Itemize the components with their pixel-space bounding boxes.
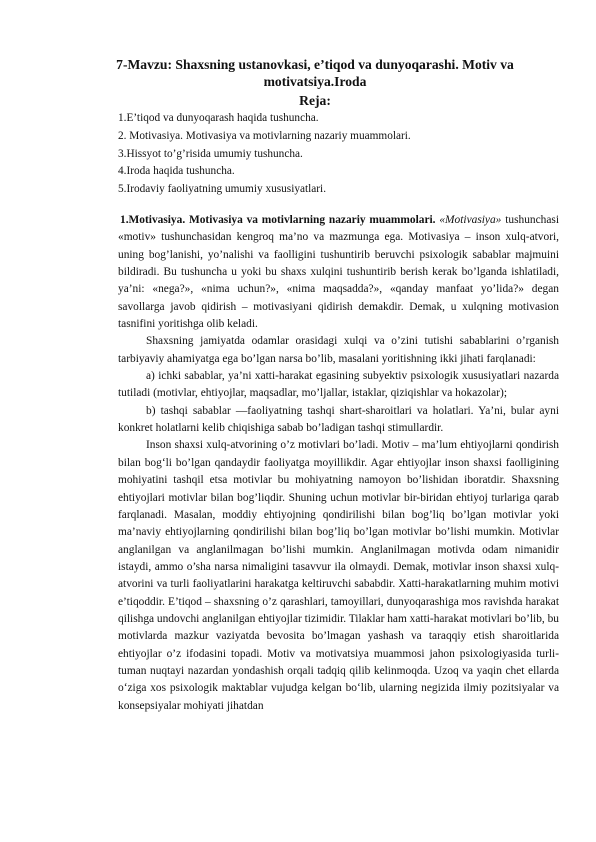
paragraph: Shaxsning jamiyatda odamlar orasidagi xulqi va o’zini tutishi sabablarini o’rganish tarbiyaviy ahamiyatga ega bo’lgan narsa bo’lib, masalani yoritishning ikki jihati farqlanadi: — [118, 335, 559, 365]
paragraph-text: tushunchasi «motiv» tushunchasidan kengroq ma’no va mazmunga ega. Motivasiya – inson xulq-atvori, uning bog’lanishi, yo’nalishi va faolligini tushuntirib beruvchi psixologik sabablar majmuini bildiradi. Bu tushuncha u yoki bu shaxs xulqini tushuntirib berish kerak bo’lganda ishlatiladi, ya’ni: «nega?», «nima uchun?», «nima maqsadda?», «qanday manfaat yo’lida?» degan savollarga javob qidirish – motivasiyani qidirish demakdir. Demak, u xulqning motivasion tasnifini yoritishga olib keladi. — [118, 214, 559, 331]
title-line-2: motivatsiya.Iroda — [263, 74, 367, 89]
plan-item: 3.Hissyot to’g’risida umumiy tushuncha. — [118, 147, 303, 160]
document-body — [118, 212, 559, 715]
plan-list — [118, 110, 411, 199]
section-heading: 1.Motivasiya. Motivasiya va motivlarning nazariy muammolari. — [120, 214, 436, 226]
paragraph-intro — [118, 212, 559, 333]
plan-item: 2. Motivasiya. Motivasiya va motivlarning nazariy muammolari. — [118, 129, 411, 142]
plan-item: 4.Iroda haqida tushuncha. — [118, 165, 235, 178]
paragraph: Inson shaxsi xulq-atvorining o’z motivlari bo’ladi. Motiv – ma’lum ehtiyojlarni qondirish bilan bog‘li bo’lgan qandaydir faoliyatga moyillikdir. Agar ehtiyojlar inson shaxsi faolligining mohiyatini tashqil etsa motivlar bu mohiyatning namoyon bo’lishidan iboratdir. Shaxsning ehtiyojlari motivlar bilan bog’liqdir. Shuning uchun motivlar bir-biridan ehtiyoj turlariga qarab farqlanadi. Masalan, moddiy ehtiyojning qondirilishi bilan bog’liq bo’lgan motivlar yoki ma’naviy ehtiyojlarning qondirilishi bilan bog’liq bo’lgan motivlar bo’lishi mumkin. Motivlar anglanilgan va anglanilmagan bo’lishi mumkin. Anglanilmagan motivda odam nimanidir istaydi, ammo o’sha narsa nimaligini tasavvur ila olmaydi. Demak, motivlar inson shaxsi xulq-atvorini va turli faoliyatlarini harakatga keltiruvchi sababdir. Xatti-harakatlarning muhim motivi e’tiqoddir. E’tiqod – shaxsning o’z qarashlari, tamoyillari, dunyoqarashiga mos ravishda harakat qilishga undovchi anglanilgan ehtiyojlar tizimidir. Tilaklar ham xatti-harakat motivlari bo’lib, bu motivlarda mazkur vaziyatda bevosita bo’lmagan yashash va taraqqiy etish sharoitlarida ehtiyojlar o’z ifodasini topadi. Motiv va motivatsiya muammosi jahon psixologiyasida turli-tuman nuqtayi nazardan yondashish orqali tadqiq qilib kelinmoqda. Uzoq va yaqin chet ellarda o‘ziga xos psixologik maktablar vujudga kelgan bo‘lib, ularning negizida ilmiy pozitsiyalar va konsepsiyalar mohiyati jihatdan — [118, 439, 559, 712]
plan-item: 5.Irodaviy faoliyatning umumiy xususiyatlari. — [118, 183, 327, 196]
document-title — [100, 56, 530, 90]
paragraph: b) tashqi sabablar —faoliyatning tashqi shart-sharoitlari va holatlari. Ya’ni, bular ayni konkret holatlarni kelib chiqishiga sabab bo’ladigan tashqi stimullardir. — [118, 404, 559, 435]
plan-heading: Reja: — [299, 93, 331, 108]
section-term: «Motivasiya» — [439, 214, 502, 226]
title-line-1: 7-Mavzu: Shaxsning ustanovkasi, e’tiqod va dunyoqarashi. Motiv va — [116, 57, 514, 72]
plan-item: 1.E’tiqod va dunyoqarash haqida tushuncha. — [118, 112, 319, 124]
paragraph: a) ichki sabablar, ya’ni xatti-harakat egasining subyektiv psixologik xususiyatlari nazarda tutiladi (motivlar, ehtiyojlar, maqsadlar, mo’ljallar, istaklar, qiziqishlar va hokazolar); — [118, 370, 559, 400]
